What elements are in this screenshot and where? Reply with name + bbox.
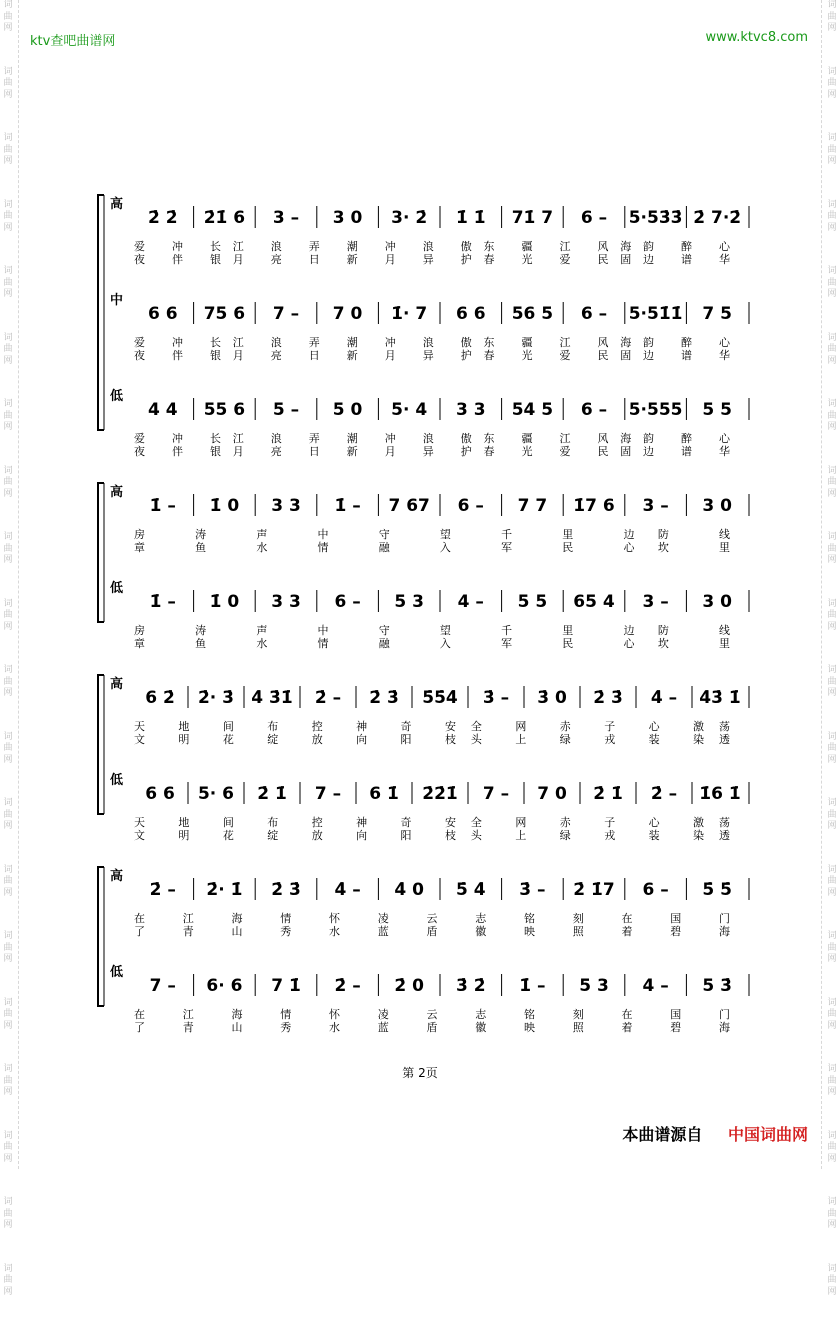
source-site-name: 中国词曲网 xyxy=(727,1125,808,1144)
measure-notes: 3̇ 2̇ xyxy=(456,976,486,996)
voice-label: 高 xyxy=(110,869,124,884)
measure-notes: 7 67 xyxy=(388,496,430,516)
measure-notes: 3 3 xyxy=(271,592,301,612)
measure-notes: 3 – xyxy=(642,592,669,612)
measure-notes: 2̇1̇ 6 xyxy=(203,208,246,228)
lyric-line: 在 江 海 情 怀 凌 云 志 铭 刻 在 国 门 xyxy=(134,1008,730,1021)
measure-notes: 5 3 xyxy=(579,976,609,996)
lyric-line: 夜 伴 银月 亮 日 新 月 异 护春 光 爱 民固边 谱 华 xyxy=(134,253,730,266)
measure-notes: 2̇ – xyxy=(334,976,361,996)
lyric-line: 房 涛 声 中 守 望 千 里 边防 线 xyxy=(134,624,730,637)
voice-label: 低 xyxy=(110,389,124,404)
measure-notes: 3̇ 0 xyxy=(537,688,567,708)
measure-notes: 6 – xyxy=(334,592,361,612)
measure-notes: 2̇ 1̇ xyxy=(593,784,623,804)
site-name-left: ktv查吧曲谱网 xyxy=(30,34,116,49)
measure-notes: 4̇ 0 xyxy=(394,880,424,900)
measure-notes: 3 0 xyxy=(702,496,732,516)
measure-notes: 7 0 xyxy=(537,784,567,804)
measure-notes: 65 4 xyxy=(573,592,615,612)
measure-notes: 3 – xyxy=(272,208,300,228)
system-bracket xyxy=(98,483,104,622)
lyric-line: 章 鱼 水 情 融 入 军 民 心坎 里 xyxy=(134,637,730,650)
voice-label: 低 xyxy=(110,773,124,788)
measure-notes: 3 0 xyxy=(332,208,363,228)
measure-notes: 3 – xyxy=(642,496,669,516)
voice-label: 中 xyxy=(110,293,124,308)
lyric-line: 爱 冲 长江 浪 弄 潮 冲 浪 傲东 疆 江 风海韵 醉 心 xyxy=(134,432,730,445)
lyric-line: 章 鱼 水 情 融 入 军 民 心坎 里 xyxy=(134,541,730,554)
voice-label: 低 xyxy=(110,581,124,596)
measure-notes: 5· 6 xyxy=(197,784,235,804)
measure-notes: 3 0 xyxy=(702,592,732,612)
measure-notes: 4̇ – xyxy=(650,688,678,708)
measure-notes: 6 6 xyxy=(145,784,175,804)
lyric-line: 了 青 山 秀 水 蓝 盾 徽 映 照 着 碧 海 xyxy=(134,925,730,938)
measure-notes: 7 – xyxy=(272,304,300,324)
measure-notes: 6 6 xyxy=(456,304,486,324)
measure-notes: 6 6 xyxy=(148,304,178,324)
measure-notes: 5 3 xyxy=(394,592,424,612)
measure-notes: 3· 2̇ xyxy=(391,208,428,228)
measure-notes: 2̇ 3̇ xyxy=(593,688,623,708)
measure-notes: 5 5 xyxy=(517,592,548,612)
measure-notes: 6 1̇ xyxy=(369,784,399,804)
measure-notes: 3 3 xyxy=(271,496,301,516)
measure-notes: 4̇ 3̇1̇ xyxy=(251,688,293,708)
measure-notes: 5·51̇1̇ xyxy=(628,304,683,324)
system-bracket xyxy=(98,675,104,814)
measure-notes: 1̇ – xyxy=(519,976,546,996)
measure-notes: 2̇ 2̇ xyxy=(148,208,178,228)
measure-notes: 1̇7 6 xyxy=(573,496,615,516)
measure-notes: 2̇· 3̇ xyxy=(197,688,235,708)
measure-notes: 3̇ – xyxy=(519,880,546,900)
measure-notes: 5 – xyxy=(272,400,300,420)
measure-notes: 2̇ 1̇7 xyxy=(573,880,615,900)
system-bracket xyxy=(98,195,104,430)
measure-notes: 2̇ – xyxy=(314,688,342,708)
source-label: 本曲谱源自 xyxy=(622,1125,703,1144)
measure-notes: 7 – xyxy=(149,976,176,996)
measure-notes: 6· 6 xyxy=(206,976,243,996)
measure-notes: 1̇· 7 xyxy=(391,304,428,324)
measure-notes: 7 1̇ xyxy=(271,976,301,996)
lyric-line: 爱 冲 长江 浪 弄 潮 冲 浪 傲东 疆 江 风海韵 醉 心 xyxy=(134,336,730,349)
measure-notes: 4̇ – xyxy=(334,880,361,900)
measure-notes: 1̇ – xyxy=(149,496,176,516)
measure-notes: 6 2̇ xyxy=(145,688,175,708)
measure-notes: 6 – xyxy=(580,208,608,228)
lyric-line: 夜 伴 银月 亮 日 新 月 异 护春 光 爱 民固边 谱 华 xyxy=(134,445,730,458)
measure-notes: 1̇ – xyxy=(334,496,361,516)
source-footer xyxy=(622,1122,808,1145)
page-number: 第 2页 xyxy=(402,1066,438,1080)
measure-notes: 4̇3̇ 1̇ xyxy=(699,688,741,708)
measure-notes: 7 – xyxy=(314,784,342,804)
lyric-line: 天 地 间 布 控 神 奇 安全 网 赤 子 心 激荡 xyxy=(134,720,730,733)
site-url-right: www.ktvc8.com xyxy=(705,30,808,45)
measure-notes: 6 – xyxy=(457,496,484,516)
measure-notes: 5·555 xyxy=(628,400,683,420)
measure-notes: 1̇ 0 xyxy=(209,592,240,612)
measure-notes: 2̇ 0 xyxy=(394,976,424,996)
measure-notes: 2̇ 3̇ xyxy=(369,688,399,708)
measure-notes: 5 5 xyxy=(702,400,732,420)
voice-label: 高 xyxy=(110,677,124,692)
measure-notes: 55 6 xyxy=(203,400,246,420)
measure-notes: 2̇ 7·2̇ xyxy=(693,208,742,228)
measure-notes: 1̇6 1̇ xyxy=(699,784,741,804)
lyric-line: 夜 伴 银月 亮 日 新 月 异 护春 光 爱 民固边 谱 华 xyxy=(134,349,730,362)
measure-notes: 2̇2̇1̇ xyxy=(422,784,458,804)
measure-notes: 2̇ 3̇ xyxy=(271,880,301,900)
measure-notes: 4 – xyxy=(642,976,669,996)
measure-notes: 1̇ 0 xyxy=(209,496,240,516)
left-watermark-strip: 词 曲 网 词 曲 网 词 曲 网 词 曲 网 词 曲 网 词 曲 网 词 曲 网 词 曲 网 词 曲 网 词 曲 网 词 曲 网 词 曲 网 词 曲 网 词 曲 网 词 曲 网 词 曲 网 词 曲 网 词 曲 网 词 曲 网 词 曲 网 xyxy=(3,0,13,1297)
measure-notes: 1̇ 1̇ xyxy=(456,208,486,228)
measure-notes: 54 5 xyxy=(511,400,554,420)
voice-label: 低 xyxy=(110,965,124,980)
measure-notes: 4 – xyxy=(457,592,484,612)
voice-label: 高 xyxy=(110,485,124,500)
lyric-line: 爱 冲 长江 浪 弄 潮 冲 浪 傲东 疆 江 风海韵 醉 心 xyxy=(134,240,730,253)
lyric-line: 文 明 花 绽 放 向 阳 枝头 上 绿 戎 装 染透 xyxy=(134,733,730,746)
measure-notes: 75 6 xyxy=(203,304,246,324)
measure-notes: 71̇ 7 xyxy=(511,208,554,228)
measure-notes: 2̇· 1̇ xyxy=(206,880,243,900)
measure-notes: 4 4 xyxy=(148,400,178,420)
measure-notes: 1̇ – xyxy=(149,592,176,612)
measure-notes: 2̇ 1̇ xyxy=(257,784,287,804)
measure-notes: 5 3̇ xyxy=(702,976,732,996)
measure-notes: 7 – xyxy=(482,784,510,804)
measure-notes: 2̇ – xyxy=(650,784,678,804)
measure-notes: 5̇ 4̇ xyxy=(456,880,486,900)
measure-notes: 5 0 xyxy=(332,400,363,420)
measure-notes: 6 – xyxy=(580,400,608,420)
measure-notes: 2̇ – xyxy=(149,880,176,900)
voice-label: 高 xyxy=(110,197,124,212)
measure-notes: 3 3 xyxy=(456,400,486,420)
lyric-line: 房 涛 声 中 守 望 千 里 边防 线 xyxy=(134,528,730,541)
lyric-line: 文 明 花 绽 放 向 阳 枝头 上 绿 戎 装 染透 xyxy=(134,829,730,842)
measure-notes: 5̇5̇4̇ xyxy=(422,688,458,708)
lyric-line: 了 青 山 秀 水 蓝 盾 徽 映 照 着 碧 海 xyxy=(134,1021,730,1034)
measure-notes: 6 – xyxy=(580,304,608,324)
measure-notes: 5· 4 xyxy=(391,400,428,420)
measure-notes: 3̇ – xyxy=(482,688,510,708)
measure-notes: 5̇ 5̇ xyxy=(702,880,732,900)
measure-notes: 56 5 xyxy=(511,304,554,324)
measure-notes: 7 7 xyxy=(517,496,548,516)
lyric-line: 在 江 海 情 怀 凌 云 志 铭 刻 在 国 门 xyxy=(134,912,730,925)
lyric-line: 天 地 间 布 控 神 奇 安全 网 赤 子 心 激荡 xyxy=(134,816,730,829)
system-bracket xyxy=(98,867,104,1006)
right-watermark-strip: 词 曲 网 词 曲 网 词 曲 网 词 曲 网 词 曲 网 词 曲 网 词 曲 网 词 曲 网 词 曲 网 词 曲 网 词 曲 网 词 曲 网 词 曲 网 词 曲 网 词 曲 网 词 曲 网 词 曲 网 词 曲 网 词 曲 网 词 曲 网 xyxy=(827,0,837,1297)
measure-notes: 7 5 xyxy=(702,304,732,324)
measure-notes: 5·53̇3̇ xyxy=(628,208,683,228)
measure-notes: 6 – xyxy=(642,880,669,900)
measure-notes: 7 0 xyxy=(332,304,363,324)
